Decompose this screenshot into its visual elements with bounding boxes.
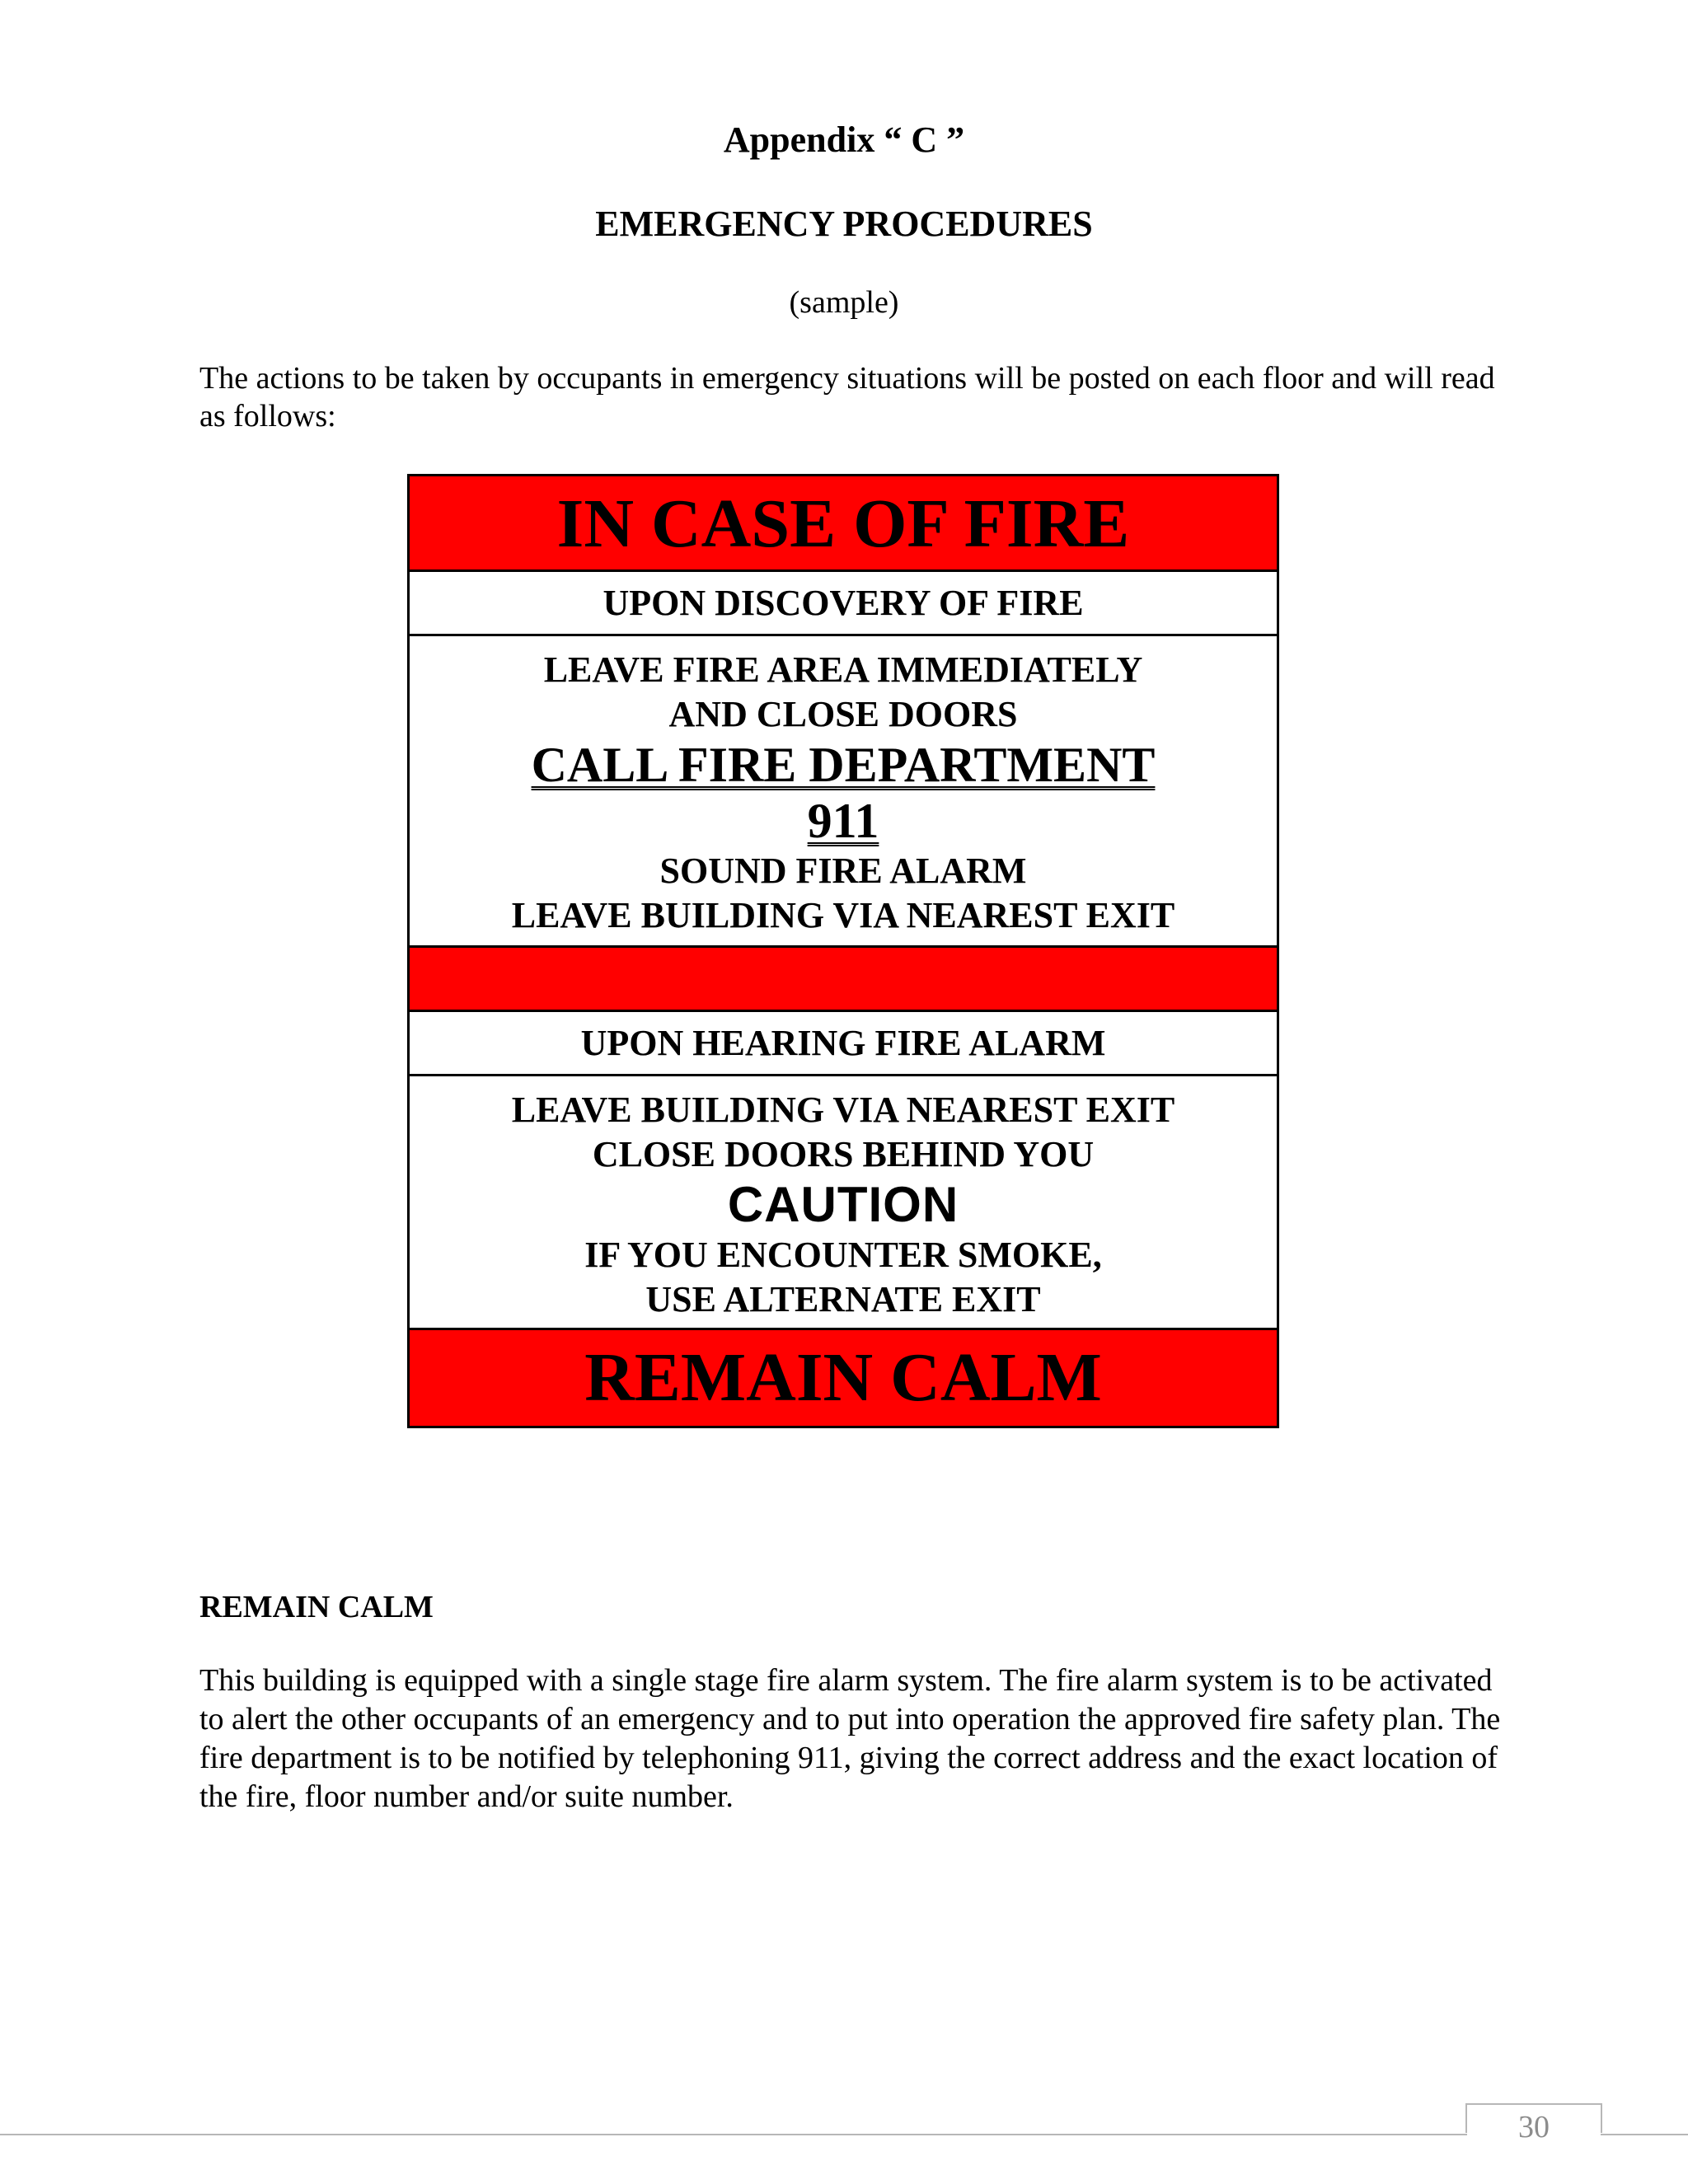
alarm-line-2: CLOSE DOORS BEHIND YOU — [592, 1134, 1095, 1174]
alarm-heading: UPON HEARING FIRE ALARM — [410, 1012, 1277, 1076]
discovery-line-4: LEAVE BUILDING VIA NEAREST EXIT — [511, 895, 1175, 935]
call-fire-department-text: CALL FIRE DEPARTMENT — [531, 738, 1156, 792]
section-title: EMERGENCY PROCEDURES — [595, 204, 1093, 244]
sample-note: (sample) — [789, 285, 899, 320]
appendix-title: Appendix “ C ” — [723, 120, 965, 160]
remain-calm-heading: REMAIN CALM — [199, 1590, 434, 1624]
intro-paragraph: The actions to be taken by occupants in emergency situations will be posted on each floor and will read as follows: — [199, 361, 1495, 434]
emergency-number-text: 911 — [807, 794, 879, 848]
discovery-line-3: SOUND FIRE ALARM — [659, 851, 1027, 891]
discovery-line-2: AND CLOSE DOORS — [668, 694, 1018, 734]
caution-label: CAUTION — [727, 1177, 959, 1232]
discovery-instructions — [410, 636, 1277, 948]
alarm-line-3: IF YOU ENCOUNTER SMOKE, — [584, 1235, 1102, 1275]
footer-rule-left — [0, 2134, 1467, 2135]
footer-rule-right — [1601, 2134, 1688, 2135]
sign-top-banner: IN CASE OF FIRE — [410, 476, 1277, 572]
alarm-instructions — [410, 1076, 1277, 1330]
alarm-line-4: USE ALTERNATE EXIT — [645, 1279, 1041, 1319]
page-number: 30 — [1518, 2110, 1550, 2144]
sign-middle-banner — [410, 948, 1277, 1012]
remain-calm-body: This building is equipped with a single stage fire alarm system. The fire alarm system is to be activated to alert the other occupants of an emergency and to put into operation the approved fire safety plan. The fire department is to be notified by telephoning 911, giving the correct address and the exact location of the fire, floor number and/or suite number. — [199, 1663, 1501, 1814]
discovery-heading: UPON DISCOVERY OF FIRE — [410, 572, 1277, 636]
alarm-line-1: LEAVE BUILDING VIA NEAREST EXIT — [511, 1090, 1175, 1130]
fire-procedures-sign — [407, 474, 1279, 1428]
call-fire-department — [410, 737, 1277, 793]
emergency-number — [410, 793, 1277, 849]
discovery-line-1: LEAVE FIRE AREA IMMEDIATELY — [543, 649, 1143, 690]
sign-bottom-banner: REMAIN CALM — [410, 1330, 1277, 1426]
